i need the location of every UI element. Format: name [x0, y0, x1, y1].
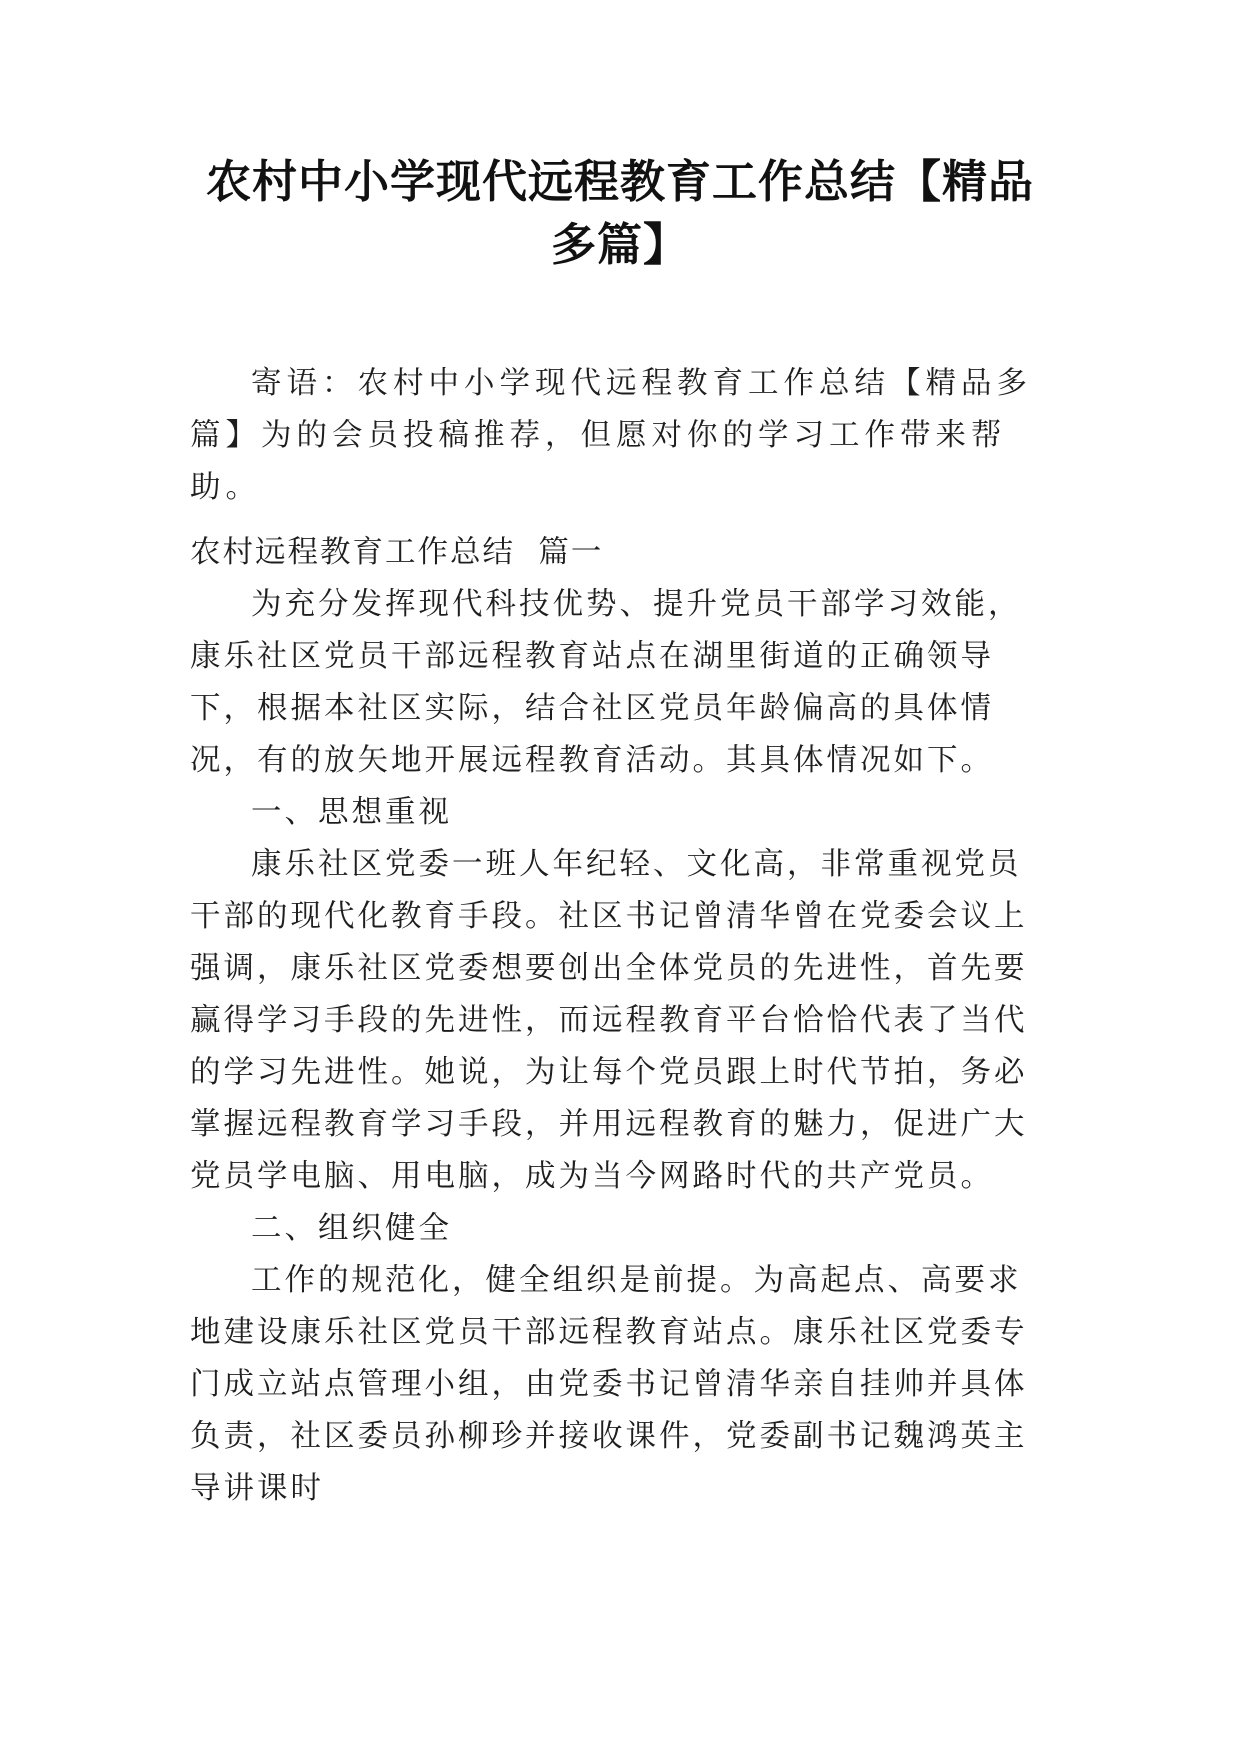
paragraph-thought: 康乐社区党委一班人年纪轻、文化高，非常重视党员干部的现代化教育手段。社区书记曾清华曾在党委会议上强调，康乐社区党委想要创出全体党员的先进性，首先要赢得学习手段的先进性，而远程教育平台恰恰代表了当代的学习先进性。她说，为让每个党员跟上时代节拍，务必掌握远程教育学习手段，并用远程教育的魅力，促进广大党员学电脑、用电脑，成为当今网路时代的共产党员。 — [190, 847, 1028, 1194]
document-title: 农村中小学现代远程教育工作总结【精品多篇】 — [205, 155, 1034, 271]
paragraph-organization: 工作的规范化，健全组织是前提。为高起点、高要求地建设康乐社区党员干部远程教育站点。康乐社区党委专门成立站点管理小组，由党委书记曾清华亲自挂帅并具体负责，社区委员孙柳珍并接收课件，党委副书记魏鸿英主导讲课时 — [190, 1263, 1028, 1506]
section-title: 农村远程教育工作总结 篇一 — [190, 535, 604, 570]
paragraph-intro: 为充分发挥现代科技优势、提升党员干部学习效能，康乐社区党员干部远程教育站点在湖里街道的正确领导下，根据本社区实际，结合社区党员年龄偏高的具体情况，有的放矢地开展远程教育活动。其具体情况如下。 — [190, 587, 1022, 778]
section-one — [190, 527, 1050, 1515]
subheading-thought: 一、思想重视 — [251, 795, 452, 830]
foreword-text: 寄语：农村中小学现代远程教育工作总结【精品多篇】为的会员投稿推荐，但愿对你的学习工作带来帮助。 — [190, 366, 1032, 505]
foreword — [190, 358, 1050, 514]
subheading-organization: 二、组织健全 — [251, 1211, 452, 1246]
